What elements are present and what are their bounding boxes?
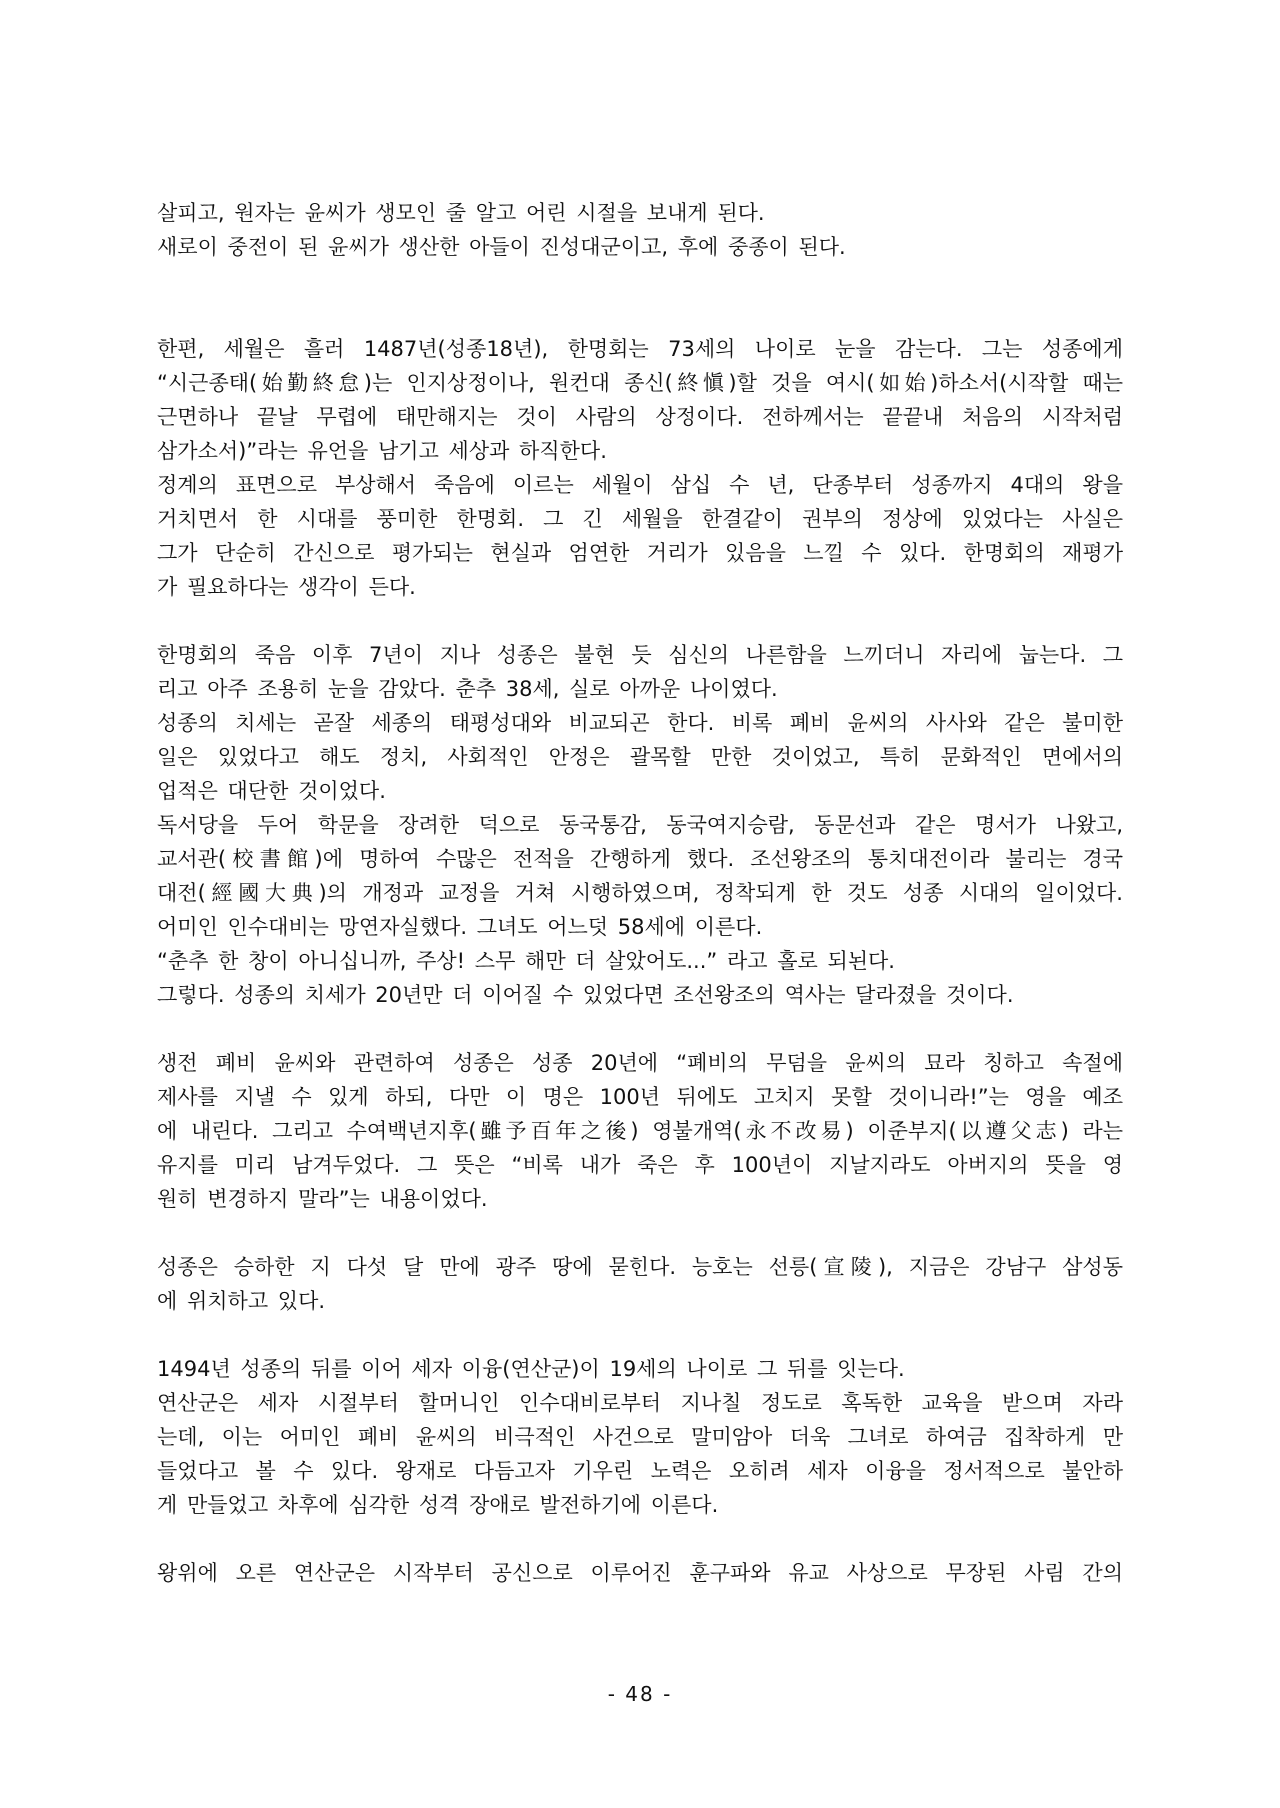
text-line: 게 만들었고 차후에 심각한 성격 장애로 발전하기에 이른다. bbox=[157, 1493, 719, 1517]
text-line: 그렇다. 성종의 치세가 20년만 더 이어질 수 있었다면 조선왕조의 역사는 달라졌을 것이다. bbox=[157, 983, 1014, 1007]
text-line: 정계의 표면으로 부상해서 죽음에 이르는 세월이 삼십 수 년, 단종부터 성종까지 4대의 왕을 bbox=[157, 473, 1123, 497]
text-line: 어미인 인수대비는 망연자실했다. 그녀도 어느덧 58세에 이른다. bbox=[157, 915, 763, 939]
paragraph bbox=[157, 332, 1123, 604]
text-line: 는데, 이는 어미인 폐비 윤씨의 비극적인 사건으로 말미암아 더욱 그녀로 하여금 집착하게 만 bbox=[157, 1425, 1123, 1449]
text-line: 에 내린다. 그리고 수여백년지후(雖予百年之後) 영불개역(永不改易) 이준부지(以遵父志) 라는 bbox=[157, 1119, 1123, 1143]
text-line: 성종의 치세는 곧잘 세종의 태평성대와 비교되곤 한다. 비록 폐비 윤씨의 사사와 같은 불미한 bbox=[157, 711, 1123, 735]
text-line: 업적은 대단한 것이었다. bbox=[157, 779, 386, 803]
text-line: “춘추 한 창이 아니십니까, 주상! 스무 해만 더 살았어도...” 라고 홀로 되뇐다. bbox=[157, 949, 895, 973]
text-line: 독서당을 두어 학문을 장려한 덕으로 동국통감, 동국여지승람, 동문선과 같은 명서가 나왔고, bbox=[157, 813, 1123, 837]
text-line: 성종은 승하한 지 다섯 달 만에 광주 땅에 묻힌다. 능호는 선릉(宣陵), 지금은 강남구 삼성동 bbox=[157, 1255, 1123, 1279]
paragraph bbox=[157, 196, 1123, 264]
text-line: 교서관(校書館)에 명하여 수많은 전적을 간행하게 했다. 조선왕조의 통치대전이라 불리는 경국 bbox=[157, 847, 1123, 871]
text-line: 원히 변경하지 말라”는 내용이었다. bbox=[157, 1187, 488, 1211]
paragraph bbox=[157, 1250, 1123, 1318]
text-line: 일은 있었다고 해도 정치, 사회적인 안정은 괄목할 만한 것이었고, 특히 문화적인 면에서의 bbox=[157, 745, 1123, 769]
text-line: 들었다고 볼 수 있다. 왕재로 다듬고자 기우린 노력은 오히려 세자 이융을 정서적으로 불안하 bbox=[157, 1459, 1123, 1483]
text-line: 근면하나 끝날 무렵에 태만해지는 것이 사람의 상정이다. 전하께서는 끝끝내 처음의 시작처럼 bbox=[157, 405, 1123, 429]
paragraph bbox=[157, 1352, 1123, 1522]
text-line: “시근종태(始勤終怠)는 인지상정이나, 원컨대 종신(終愼)할 것을 여시(如始)하소서(시작할 때는 bbox=[157, 371, 1123, 395]
page-number: - 48 - bbox=[607, 1682, 673, 1706]
document-body bbox=[157, 196, 1123, 1590]
text-line: 생전 폐비 윤씨와 관련하여 성종은 성종 20년에 “폐비의 무덤을 윤씨의 묘라 칭하고 속절에 bbox=[157, 1051, 1123, 1075]
text-line: 1494년 성종의 뒤를 이어 세자 이융(연산군)이 19세의 나이로 그 뒤를 잇는다. bbox=[157, 1357, 905, 1381]
paragraph bbox=[157, 1046, 1123, 1216]
text-line: 삼가소서)”라는 유언을 남기고 세상과 하직한다. bbox=[157, 439, 607, 463]
text-line: 대전(經國大典)의 개정과 교정을 거쳐 시행하였으며, 정착되게 한 것도 성종 시대의 일이었다. bbox=[157, 881, 1123, 905]
paragraph bbox=[157, 1556, 1123, 1590]
text-line: 거치면서 한 시대를 풍미한 한명회. 그 긴 세월을 한결같이 권부의 정상에 있었다는 사실은 bbox=[157, 507, 1123, 531]
paragraph bbox=[157, 638, 1123, 1012]
text-line: 에 위치하고 있다. bbox=[157, 1289, 326, 1313]
text-line: 한편, 세월은 흘러 1487년(성종18년), 한명회는 73세의 나이로 눈을 감는다. 그는 성종에게 bbox=[157, 337, 1123, 361]
text-line: 살피고, 원자는 윤씨가 생모인 줄 알고 어린 시절을 보내게 된다. bbox=[157, 201, 765, 225]
text-line: 제사를 지낼 수 있게 하되, 다만 이 명은 100년 뒤에도 고치지 못할 것이니라!”는 영을 예조 bbox=[157, 1085, 1123, 1109]
text-line: 유지를 미리 남겨두었다. 그 뜻은 “비록 내가 죽은 후 100년이 지날지라도 아버지의 뜻을 영 bbox=[157, 1153, 1123, 1177]
text-line: 리고 아주 조용히 눈을 감았다. 춘추 38세, 실로 아까운 나이였다. bbox=[157, 677, 778, 701]
text-line: 그가 단순히 간신으로 평가되는 현실과 엄연한 거리가 있음을 느낄 수 있다. 한명회의 재평가 bbox=[157, 541, 1123, 565]
text-line: 왕위에 오른 연산군은 시작부터 공신으로 이루어진 훈구파와 유교 사상으로 무장된 사림 간의 bbox=[157, 1561, 1123, 1585]
text-line: 새로이 중전이 된 윤씨가 생산한 아들이 진성대군이고, 후에 중종이 된다. bbox=[157, 235, 846, 259]
text-line: 가 필요하다는 생각이 든다. bbox=[157, 575, 416, 599]
text-line: 연산군은 세자 시절부터 할머니인 인수대비로부터 지나칠 정도로 혹독한 교육을 받으며 자라 bbox=[157, 1391, 1123, 1415]
text-line: 한명회의 죽음 이후 7년이 지나 성종은 불현 듯 심신의 나른함을 느끼더니 자리에 눕는다. 그 bbox=[157, 643, 1123, 667]
